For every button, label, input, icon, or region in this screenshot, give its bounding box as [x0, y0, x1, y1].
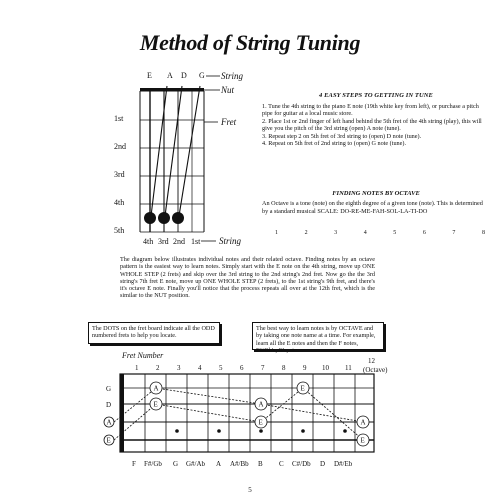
note-name: F#/Gb	[144, 460, 162, 468]
octave-label: (Octave)	[363, 366, 388, 374]
finger-dot-4th-string	[144, 212, 156, 224]
string-note-g: G	[199, 71, 205, 80]
fret-chart-number: 5	[219, 364, 223, 372]
string-label-top: String	[221, 71, 244, 81]
finger-dot-2nd-string	[172, 212, 184, 224]
fret-chart	[98, 346, 388, 476]
string-name-a: A	[106, 418, 112, 427]
fret-chart-number: 1	[135, 364, 139, 372]
string-note-e: E	[147, 71, 152, 80]
octave-scale-numbers	[275, 230, 485, 236]
fret-chart-number: 6	[240, 364, 244, 372]
fret-label: Fret	[221, 117, 237, 127]
note-letter: E	[360, 436, 365, 445]
page-number: 5	[248, 486, 252, 494]
step-item: 3. Repeat step 2 on 5th fret of 3rd string to (open) D note (tune).	[262, 132, 422, 140]
note-name: B	[258, 460, 263, 468]
note-letter: E	[153, 400, 158, 409]
fret-chart-number: 10	[322, 364, 329, 372]
scale-number: 6	[422, 230, 426, 236]
page-title: Method of String Tuning	[139, 30, 361, 55]
note-circles	[150, 382, 369, 446]
note-letter: E	[300, 384, 305, 393]
note-letter: A	[258, 400, 264, 409]
string-note-d: D	[181, 71, 187, 80]
scale-number: 1	[275, 230, 278, 236]
step-item: 4. Repeat on 5th fret of 2nd string to (open) G note (tune).	[262, 140, 406, 148]
easy-steps-heading: 4 EASY STEPS TO GETTING IN TUNE	[319, 92, 433, 99]
octave-pattern-paragraph: The diagram below illustrates individual notes and their related octave. Finding notes by an octave pattern is the easiest way to learn notes. Simply start with the E note on the 4th string, move up ONE WHOLE STEP (2 frets) and skip over the 3rd string to the 2nd string's 2nd fret. Now go the the 3rd string's 7th fret E note, move up ONE WHOLE STEP (2 frets), to the 1st string's 9th fret, and there's it's octave E note. Finally you'll notice that the process repeats all over at the 12th fret, which is the similar to the NUT position.	[120, 256, 375, 300]
scale-number: 4	[363, 230, 367, 236]
string-number-3rd: 3rd	[158, 237, 169, 246]
note-letter: A	[360, 418, 366, 427]
string-name-g: G	[106, 385, 112, 393]
scale-number: 2	[304, 230, 308, 236]
fret-chart-number: 9	[303, 364, 307, 372]
scale-number: 7	[452, 230, 456, 236]
fret-markers	[175, 429, 347, 433]
string-note-a: A	[167, 71, 173, 80]
note-name: D#/Eb	[334, 460, 353, 468]
fret-chart-number: 2	[156, 364, 160, 372]
string-name-d: D	[106, 401, 112, 409]
octave-arrows	[114, 388, 363, 440]
string-label-bottom: String	[219, 236, 242, 246]
fret-number-5th: 5th	[114, 226, 125, 235]
fret-number-3rd: 3rd	[114, 170, 125, 179]
nut-bar	[140, 88, 204, 92]
fret-number-4th: 4th	[114, 198, 125, 207]
note-name: C	[279, 460, 284, 468]
octave-heading: FINDING NOTES BY OCTAVE	[332, 190, 420, 197]
string-number-2nd: 2nd	[173, 237, 185, 246]
note-name: A#/Bb	[230, 460, 249, 468]
nut-label: Nut	[221, 85, 235, 95]
scale-number: 8	[481, 230, 485, 236]
step-item: 1. Tune the 4th string to the piano E note (19th white key from left), or purchase a pitch pipe for guitar at a local music store.	[262, 103, 479, 118]
easy-steps-list	[262, 103, 490, 147]
fret-number-1st: 1st	[114, 114, 124, 123]
note-name: F	[132, 460, 136, 468]
note-name: D	[320, 460, 326, 468]
fret-chart-number-12: 12	[368, 357, 375, 365]
dots-note-box: The DOTS on the fret board indicate all the ODD numbered frets to help you locate.	[88, 322, 220, 344]
octave-tip-box: The best way to learn notes is by OCTAVE and by taking one note name at a time. For example, learn all the E notes and then the F notes, F#/Gb's, G's, etc....	[252, 322, 384, 350]
octave-text: An Octave is a tone (note) on the eighth degree of a given tone (note). This is determined by a standard musical SCALE: DO-RE-ME-FAH-SOL-LA-TI-DO	[262, 200, 483, 215]
note-name: G#/Ab	[186, 460, 206, 468]
note-name: C#/Db	[292, 460, 311, 468]
tuning-diagram	[100, 66, 260, 251]
step-item: 2. Place 1st or 2nd finger of left hand behind the 5th fret of the 4th string (play), this will give you the pitch of the 3rd string (open) A note (tune).	[262, 117, 482, 133]
string-lines	[120, 388, 374, 440]
fret-chart-number: 7	[261, 364, 265, 372]
note-letter: E	[258, 418, 263, 427]
finger-dot-3rd-string	[158, 212, 170, 224]
note-name: G	[173, 460, 179, 468]
fret-chart-number: 11	[345, 364, 352, 372]
fret-number-title: Fret Number	[122, 351, 164, 360]
tuning-line-e-a	[151, 86, 167, 216]
string-number-1st: 1st	[191, 237, 201, 246]
tuning-line-a-d	[165, 86, 182, 216]
fret-chart-number: 4	[198, 364, 202, 372]
scale-number: 5	[393, 230, 397, 236]
fret-chart-number: 8	[282, 364, 286, 372]
note-letter: A	[153, 384, 159, 393]
string-name-e: E	[106, 436, 111, 445]
tuning-line-d-g	[179, 86, 200, 216]
scale-number: 3	[334, 230, 338, 236]
string-number-4th: 4th	[143, 237, 154, 246]
note-name: A	[216, 460, 222, 468]
fret-number-2nd: 2nd	[114, 142, 126, 151]
fret-chart-number: 3	[177, 364, 181, 372]
